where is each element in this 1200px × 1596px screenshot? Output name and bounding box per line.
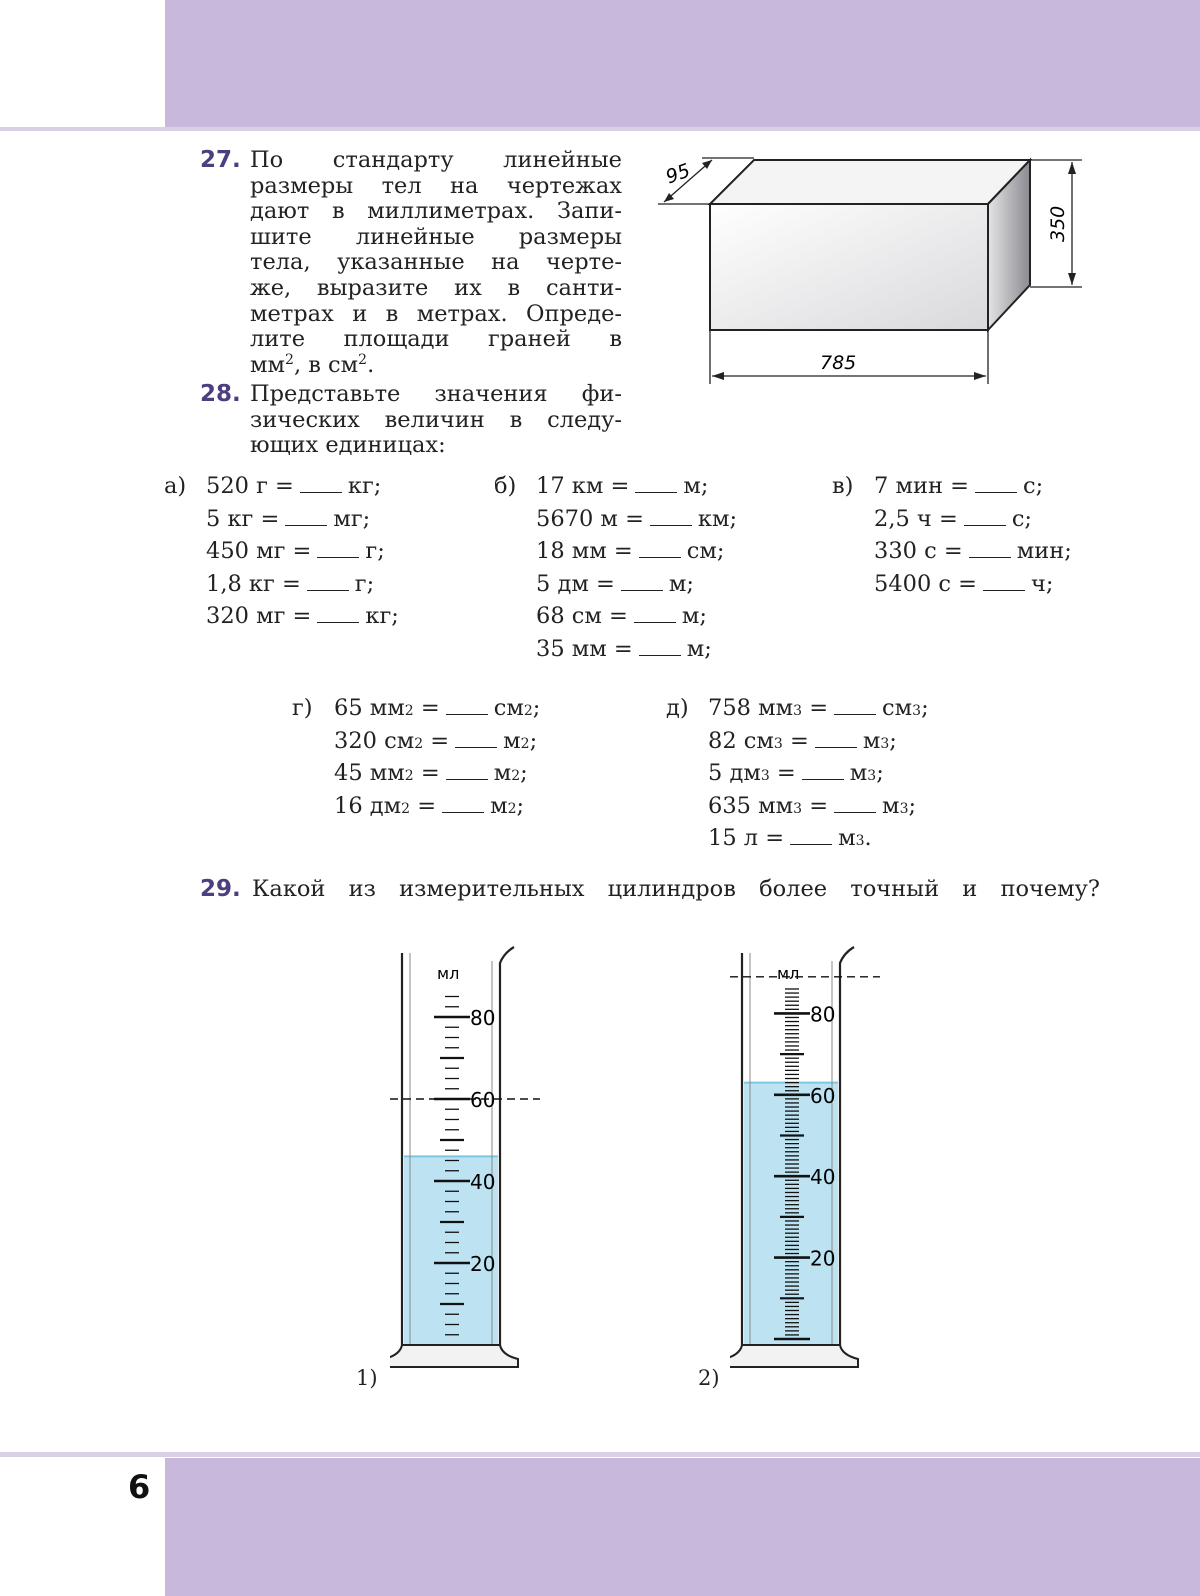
text-line: Представьте значения фи- xyxy=(250,381,622,407)
scale-number: 40 xyxy=(810,1165,836,1190)
text-line: лите площади граней в xyxy=(250,326,622,353)
exercise-column-a xyxy=(164,470,399,633)
cylinder-2-label: 2) xyxy=(698,1366,720,1390)
exercise-row: 520 г = кг; xyxy=(206,473,382,499)
exercise-row: 16 дм 2 = м 2 ; xyxy=(334,792,525,819)
exercise-row: 65 мм 2 = см 2 ; xyxy=(334,695,541,721)
measuring-cylinder-1 xyxy=(390,945,540,1395)
exercise-row: 35 мм = м; xyxy=(536,635,712,662)
length-label: 785 xyxy=(820,352,857,374)
exercise-row: 2,5 ч = с; xyxy=(874,505,1033,532)
exercise-row: 18 мм = см; xyxy=(536,538,725,565)
measuring-cylinder-2 xyxy=(730,945,880,1395)
text-line: ющих единицах: xyxy=(250,432,446,459)
exercise-row: 7 мин = с; xyxy=(874,473,1044,499)
unit-label: мл xyxy=(777,964,800,983)
exercise-row: 320 мг = кг; xyxy=(206,603,399,630)
column-label: б) xyxy=(494,473,517,499)
page-number: 6 xyxy=(128,1468,151,1506)
exercise-row: 330 с = мин; xyxy=(874,538,1072,565)
problem-29-text: Какой из измерительных цилиндров более точный и почему? xyxy=(252,876,1100,902)
problem-28-number: 28. xyxy=(200,381,241,407)
column-label: в) xyxy=(832,473,854,499)
exercise-column-b xyxy=(494,470,738,666)
column-label: д) xyxy=(666,695,689,721)
cylinder-base xyxy=(730,1345,858,1367)
exercise-row: 635 мм 3 = м 3 ; xyxy=(708,792,917,819)
bottom-divider xyxy=(0,1452,1200,1457)
exercise-row: 320 см 2 = м 2 ; xyxy=(334,727,538,754)
text-line: шите линейные размеры xyxy=(250,223,622,250)
top-band xyxy=(165,0,1200,127)
exercise-row: 450 мг = г; xyxy=(206,538,385,565)
exercise-column-g xyxy=(292,692,541,822)
problem-29-number: 29. xyxy=(200,876,241,902)
problem-28-text xyxy=(250,382,622,459)
scale-number: 60 xyxy=(810,1083,836,1108)
text-line: зических величин в следу- xyxy=(250,406,622,433)
exercise-row: 82 см 3 = м 3 ; xyxy=(708,727,897,754)
scale-number: 40 xyxy=(470,1170,496,1194)
scale-number: 20 xyxy=(470,1252,496,1276)
exercise-column-v xyxy=(832,470,1072,600)
text-line: По стандарту линейные xyxy=(250,147,622,173)
column-label: г) xyxy=(292,695,313,721)
top-divider xyxy=(0,127,1200,131)
scale-number: 80 xyxy=(470,1006,496,1030)
text-line: тела, указанные на черте- xyxy=(250,249,622,276)
scale-number: 20 xyxy=(810,1246,836,1271)
problem-27-text xyxy=(250,148,622,378)
exercise-row: 15 л = м 3 . xyxy=(708,825,872,852)
exercise-row: 45 мм 2 = м 2 ; xyxy=(334,760,528,787)
brick-drawing xyxy=(650,150,1090,390)
exercise-column-d xyxy=(666,692,929,855)
text-line: размеры тел на чертежах xyxy=(250,172,622,199)
exercise-row: 5400 с = ч; xyxy=(874,570,1054,597)
exercise-row: 5 дм 3 = м 3 ; xyxy=(708,760,884,787)
water xyxy=(744,1083,838,1345)
text-line: $мм^2$, в $см^2$. xyxy=(250,351,375,378)
exercise-row: 758 мм 3 = см 3 ; xyxy=(708,695,929,721)
height-label: 350 xyxy=(1047,205,1069,242)
exercise-row: 17 км = м; xyxy=(536,473,709,499)
bottom-band xyxy=(165,1458,1200,1596)
scale-number: 80 xyxy=(810,1002,836,1027)
exercise-row: 68 см = м; xyxy=(536,603,707,630)
problem-27-number: 27. xyxy=(200,147,241,173)
text-line: же, выразите их в санти- xyxy=(250,274,622,301)
exercise-row: 5 дм = м; xyxy=(536,570,694,597)
exercise-row: 5 кг = мг; xyxy=(206,505,371,532)
exercise-row: 5670 м = км; xyxy=(536,505,738,532)
text-line: дают в миллиметрах. Запи- xyxy=(250,198,622,225)
exercise-row: 1,8 кг = г; xyxy=(206,570,375,597)
column-label: а) xyxy=(164,473,187,499)
text-line: метрах и в метрах. Опреде- xyxy=(250,300,622,327)
depth-label: 95 xyxy=(662,159,694,189)
unit-label: мл xyxy=(437,964,460,983)
cylinder-base xyxy=(390,1345,518,1367)
scale-number: 60 xyxy=(470,1088,496,1112)
cylinder-1-label: 1) xyxy=(356,1366,378,1390)
